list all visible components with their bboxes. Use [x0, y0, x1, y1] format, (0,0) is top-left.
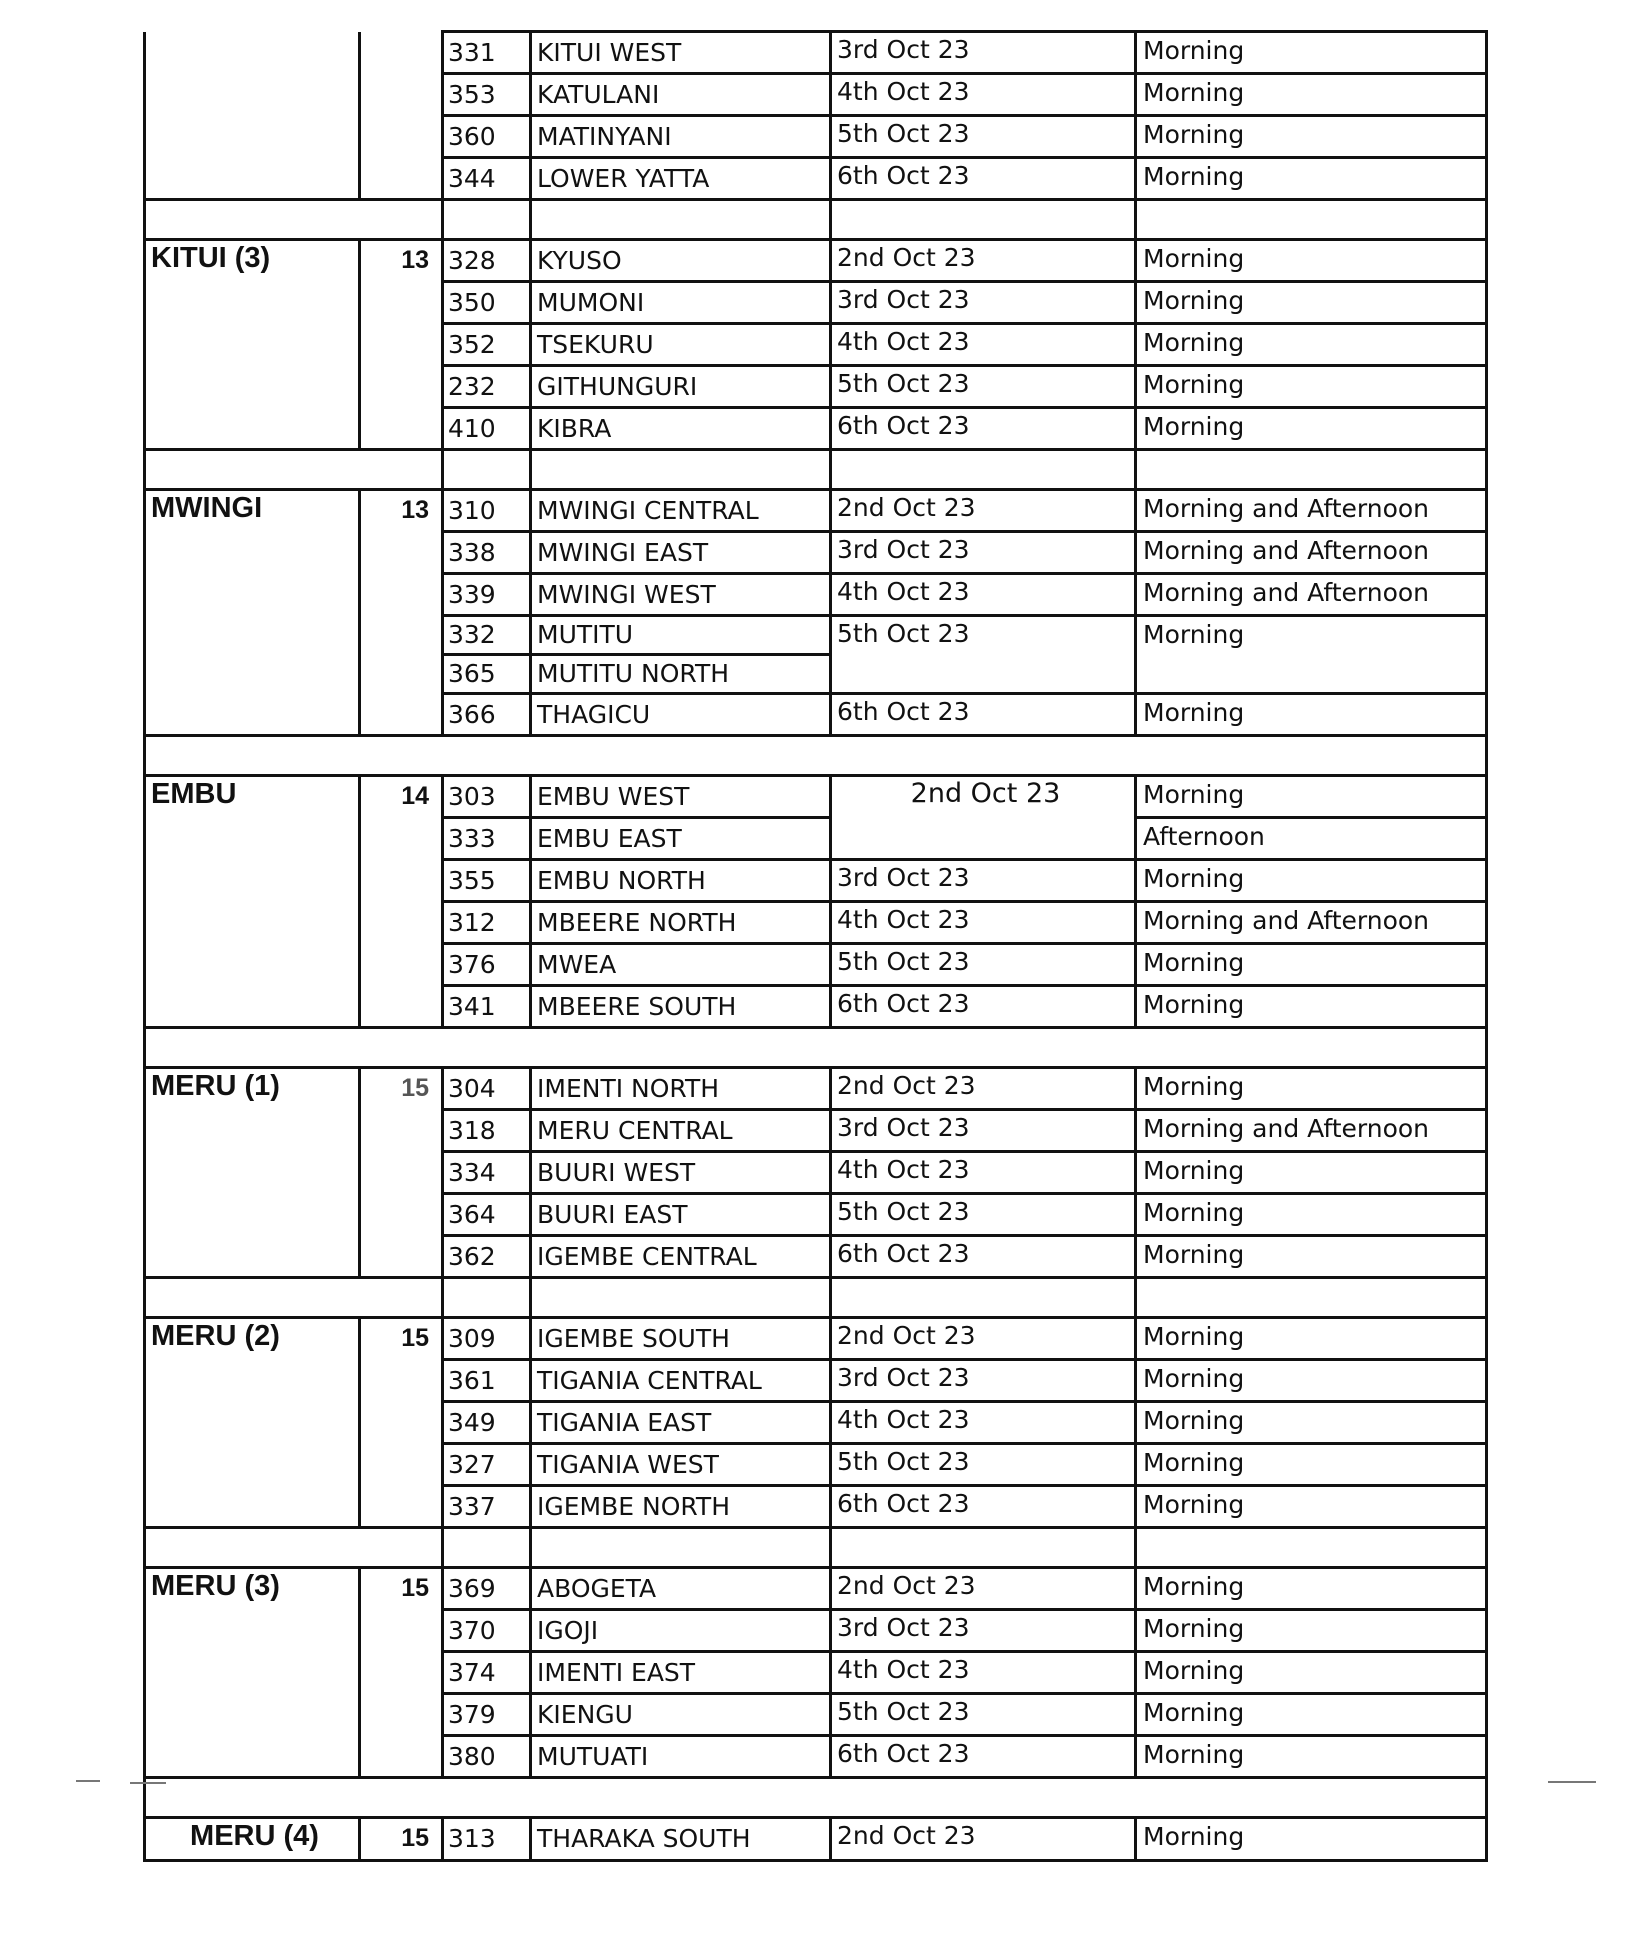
exam-date: 4th Oct 23 — [831, 1152, 1136, 1194]
subcounty-code: 337 — [443, 1486, 531, 1528]
session-time: Morning — [1136, 1360, 1487, 1402]
week-number: 13 — [360, 490, 443, 736]
subcounty-name: MWINGI WEST — [531, 574, 831, 616]
spacer-cell — [145, 200, 443, 240]
region-name: MERU (3) — [145, 1568, 360, 1778]
subcounty-code: 327 — [443, 1444, 531, 1486]
week-number: 15 — [360, 1568, 443, 1778]
session-time: Morning — [1136, 1818, 1487, 1861]
table-row — [145, 1318, 1487, 1360]
session-time: Morning — [1136, 1444, 1487, 1486]
session-time: Morning and Afternoon — [1136, 574, 1487, 616]
subcounty-name: MWEA — [531, 944, 831, 986]
exam-date: 5th Oct 23 — [831, 366, 1136, 408]
spacer-cell — [145, 1528, 443, 1568]
subcounty-code: 364 — [443, 1194, 531, 1236]
subcounty-name: MERU CENTRAL — [531, 1110, 831, 1152]
session-time: Morning — [1136, 776, 1487, 818]
spacer-row — [145, 1778, 1487, 1818]
exam-date: 6th Oct 23 — [831, 1236, 1136, 1278]
spacer-cell — [443, 1528, 531, 1568]
exam-date: 4th Oct 23 — [831, 74, 1136, 116]
exam-date: 2nd Oct 23 — [831, 1818, 1136, 1861]
exam-date: 3rd Oct 23 — [831, 1110, 1136, 1152]
exam-date: 4th Oct 23 — [831, 1402, 1136, 1444]
subcounty-code: 374 — [443, 1652, 531, 1694]
exam-date: 4th Oct 23 — [831, 902, 1136, 944]
subcounty-name: IGEMBE CENTRAL — [531, 1236, 831, 1278]
spacer-cell — [145, 1278, 443, 1318]
spacer-cell — [443, 200, 531, 240]
scan-mark-left-2 — [130, 1782, 166, 1784]
subcounty-name: TIGANIA WEST — [531, 1444, 831, 1486]
session-time: Morning — [1136, 1236, 1487, 1278]
week-number: 15 — [360, 1068, 443, 1278]
subcounty-code: 332 — [443, 616, 531, 655]
week-number: 13 — [360, 240, 443, 450]
session-time: Morning — [1136, 860, 1487, 902]
subcounty-name: THAGICU — [531, 694, 831, 736]
subcounty-code: 339 — [443, 574, 531, 616]
table-row — [145, 1568, 1487, 1610]
subcounty-name: THARAKA SOUTH — [531, 1818, 831, 1861]
subcounty-name: KIBRA — [531, 408, 831, 450]
exam-date: 3rd Oct 23 — [831, 1360, 1136, 1402]
session-time: Morning — [1136, 408, 1487, 450]
subcounty-name: IGEMBE SOUTH — [531, 1318, 831, 1360]
subcounty-code: 360 — [443, 116, 531, 158]
spacer-cell — [831, 1528, 1136, 1568]
subcounty-code: 328 — [443, 240, 531, 282]
session-time: Morning — [1136, 616, 1487, 694]
table-row — [145, 490, 1487, 532]
session-time: Morning and Afternoon — [1136, 490, 1487, 532]
spacer-cell — [1136, 1528, 1487, 1568]
subcounty-code: 313 — [443, 1818, 531, 1861]
subcounty-name: MATINYANI — [531, 116, 831, 158]
exam-date: 6th Oct 23 — [831, 1486, 1136, 1528]
subcounty-name: ABOGETA — [531, 1568, 831, 1610]
exam-date: 6th Oct 23 — [831, 1736, 1136, 1778]
exam-date: 6th Oct 23 — [831, 408, 1136, 450]
region-name: KITUI (3) — [145, 240, 360, 450]
subcounty-code: 334 — [443, 1152, 531, 1194]
session-time: Morning — [1136, 1194, 1487, 1236]
spacer-cell — [145, 1028, 1487, 1068]
table-row — [145, 240, 1487, 282]
session-time: Morning — [1136, 116, 1487, 158]
subcounty-name: MBEERE NORTH — [531, 902, 831, 944]
subcounty-name: TSEKURU — [531, 324, 831, 366]
spacer-cell — [145, 736, 1487, 776]
spacer-cell — [1136, 200, 1487, 240]
spacer-cell — [1136, 1278, 1487, 1318]
subcounty-code: 379 — [443, 1694, 531, 1736]
spacer-cell — [831, 450, 1136, 490]
table-row — [145, 776, 1487, 818]
session-time: Morning — [1136, 1568, 1487, 1610]
subcounty-code: 232 — [443, 366, 531, 408]
session-time: Morning — [1136, 74, 1487, 116]
table-row — [145, 1818, 1487, 1861]
week-number: 15 — [360, 1318, 443, 1528]
region-name: EMBU — [145, 776, 360, 1028]
exam-date: 4th Oct 23 — [831, 1652, 1136, 1694]
session-time: Morning — [1136, 158, 1487, 200]
spacer-cell — [531, 450, 831, 490]
scan-mark-right — [1548, 1781, 1596, 1783]
subcounty-name: KIENGU — [531, 1694, 831, 1736]
exam-date: 5th Oct 23 — [831, 116, 1136, 158]
subcounty-code: 362 — [443, 1236, 531, 1278]
exam-date: 5th Oct 23 — [831, 1194, 1136, 1236]
session-time: Morning — [1136, 366, 1487, 408]
spacer-cell — [145, 1778, 1487, 1818]
subcounty-code: 310 — [443, 490, 531, 532]
week-number — [360, 32, 443, 200]
subcounty-code: 355 — [443, 860, 531, 902]
exam-date: 5th Oct 23 — [831, 616, 1136, 694]
subcounty-code: 341 — [443, 986, 531, 1028]
spacer-row — [145, 1278, 1487, 1318]
subcounty-name: MUTUATI — [531, 1736, 831, 1778]
exam-date: 5th Oct 23 — [831, 1694, 1136, 1736]
session-time: Afternoon — [1136, 818, 1487, 860]
session-time: Morning — [1136, 1068, 1487, 1110]
session-time: Morning — [1136, 1736, 1487, 1778]
subcounty-code: 370 — [443, 1610, 531, 1652]
subcounty-name: MWINGI CENTRAL — [531, 490, 831, 532]
subcounty-name: EMBU EAST — [531, 818, 831, 860]
exam-date: 2nd Oct 23 — [831, 1568, 1136, 1610]
subcounty-code: 318 — [443, 1110, 531, 1152]
exam-date: 5th Oct 23 — [831, 944, 1136, 986]
subcounty-name: KYUSO — [531, 240, 831, 282]
session-time: Morning — [1136, 1652, 1487, 1694]
exam-date: 5th Oct 23 — [831, 1444, 1136, 1486]
subcounty-code: 309 — [443, 1318, 531, 1360]
subcounty-code: 376 — [443, 944, 531, 986]
exam-date: 6th Oct 23 — [831, 694, 1136, 736]
subcounty-code: 338 — [443, 532, 531, 574]
subcounty-name: KITUI WEST — [531, 32, 831, 74]
subcounty-name: TIGANIA CENTRAL — [531, 1360, 831, 1402]
session-time: Morning — [1136, 694, 1487, 736]
subcounty-name: MWINGI EAST — [531, 532, 831, 574]
spacer-cell — [443, 450, 531, 490]
subcounty-code: 369 — [443, 1568, 531, 1610]
subcounty-code: 366 — [443, 694, 531, 736]
region-name: MERU (4) — [145, 1818, 360, 1861]
exam-date: 2nd Oct 23 — [831, 240, 1136, 282]
subcounty-code: 304 — [443, 1068, 531, 1110]
subcounty-name: GITHUNGURI — [531, 366, 831, 408]
spacer-row — [145, 200, 1487, 240]
subcounty-name: MBEERE SOUTH — [531, 986, 831, 1028]
exam-date: 4th Oct 23 — [831, 574, 1136, 616]
subcounty-name: EMBU WEST — [531, 776, 831, 818]
session-time: Morning — [1136, 32, 1487, 74]
spacer-row — [145, 1028, 1487, 1068]
spacer-cell — [1136, 450, 1487, 490]
week-number: 15 — [360, 1818, 443, 1861]
spacer-cell — [831, 1278, 1136, 1318]
spacer-row — [145, 1528, 1487, 1568]
exam-date: 4th Oct 23 — [831, 324, 1136, 366]
subcounty-name: IGOJI — [531, 1610, 831, 1652]
subcounty-code: 353 — [443, 74, 531, 116]
subcounty-code: 365 — [443, 655, 531, 694]
session-time: Morning — [1136, 1486, 1487, 1528]
subcounty-name: TIGANIA EAST — [531, 1402, 831, 1444]
table-row — [145, 1068, 1487, 1110]
region-name: MERU (2) — [145, 1318, 360, 1528]
session-time: Morning — [1136, 1610, 1487, 1652]
subcounty-code: 352 — [443, 324, 531, 366]
exam-date: 3rd Oct 23 — [831, 282, 1136, 324]
subcounty-name: MUTITU NORTH — [531, 655, 831, 694]
exam-date: 3rd Oct 23 — [831, 1610, 1136, 1652]
subcounty-code: 361 — [443, 1360, 531, 1402]
session-time: Morning — [1136, 1152, 1487, 1194]
subcounty-code: 344 — [443, 158, 531, 200]
session-time: Morning — [1136, 282, 1487, 324]
subcounty-name: KATULANI — [531, 74, 831, 116]
week-number: 14 — [360, 776, 443, 1028]
session-time: Morning and Afternoon — [1136, 1110, 1487, 1152]
spacer-cell — [531, 200, 831, 240]
spacer-cell — [145, 450, 443, 490]
spacer-cell — [831, 200, 1136, 240]
session-time: Morning — [1136, 1694, 1487, 1736]
exam-date: 2nd Oct 23 — [831, 776, 1136, 860]
subcounty-name: IGEMBE NORTH — [531, 1486, 831, 1528]
subcounty-code: 312 — [443, 902, 531, 944]
session-time: Morning — [1136, 240, 1487, 282]
subcounty-code: 410 — [443, 408, 531, 450]
region-name: MWINGI — [145, 490, 360, 736]
exam-date: 2nd Oct 23 — [831, 490, 1136, 532]
scan-mark-left — [76, 1780, 100, 1782]
spacer-row — [145, 736, 1487, 776]
subcounty-name: EMBU NORTH — [531, 860, 831, 902]
exam-date: 3rd Oct 23 — [831, 860, 1136, 902]
subcounty-name: LOWER YATTA — [531, 158, 831, 200]
session-time: Morning — [1136, 944, 1487, 986]
exam-date: 3rd Oct 23 — [831, 32, 1136, 74]
region-name — [145, 32, 360, 200]
session-time: Morning — [1136, 1402, 1487, 1444]
exam-date: 2nd Oct 23 — [831, 1318, 1136, 1360]
subcounty-code: 350 — [443, 282, 531, 324]
session-time: Morning — [1136, 324, 1487, 366]
exam-date: 2nd Oct 23 — [831, 1068, 1136, 1110]
subcounty-code: 349 — [443, 1402, 531, 1444]
subcounty-name: IMENTI NORTH — [531, 1068, 831, 1110]
subcounty-code: 331 — [443, 32, 531, 74]
subcounty-code: 333 — [443, 818, 531, 860]
exam-date: 6th Oct 23 — [831, 158, 1136, 200]
schedule-body — [145, 32, 1487, 1861]
session-time: Morning — [1136, 1318, 1487, 1360]
schedule-table — [143, 30, 1488, 1862]
table-row — [145, 32, 1487, 74]
spacer-cell — [443, 1278, 531, 1318]
session-time: Morning and Afternoon — [1136, 902, 1487, 944]
exam-date: 6th Oct 23 — [831, 986, 1136, 1028]
session-time: Morning and Afternoon — [1136, 532, 1487, 574]
spacer-cell — [531, 1528, 831, 1568]
subcounty-code: 303 — [443, 776, 531, 818]
subcounty-name: MUMONI — [531, 282, 831, 324]
spacer-cell — [531, 1278, 831, 1318]
subcounty-name: MUTITU — [531, 616, 831, 655]
spacer-row — [145, 450, 1487, 490]
region-name: MERU (1) — [145, 1068, 360, 1278]
subcounty-code: 380 — [443, 1736, 531, 1778]
subcounty-name: IMENTI EAST — [531, 1652, 831, 1694]
session-time: Morning — [1136, 986, 1487, 1028]
subcounty-name: BUURI EAST — [531, 1194, 831, 1236]
subcounty-name: BUURI WEST — [531, 1152, 831, 1194]
exam-date: 3rd Oct 23 — [831, 532, 1136, 574]
